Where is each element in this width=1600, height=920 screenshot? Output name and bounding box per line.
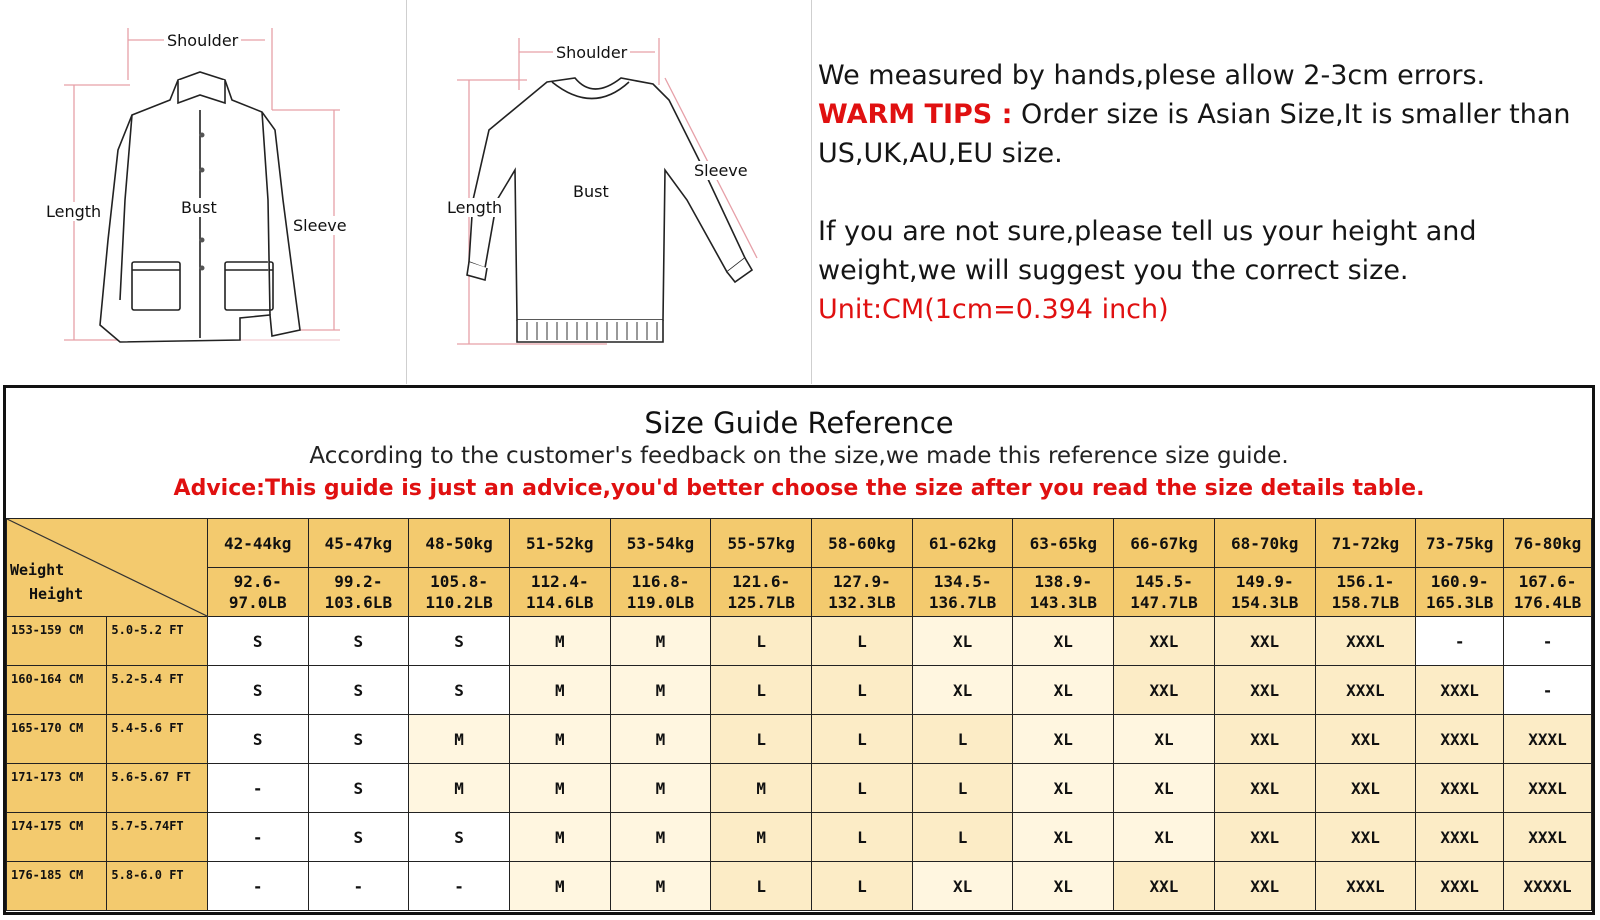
weight-lb-header: 156.1-158.7LB [1315, 568, 1416, 617]
sweater-sleeve-label: Sleeve [694, 161, 748, 180]
weight-lb-header: 127.9-132.3LB [812, 568, 913, 617]
height-ft-label: 5.8-6.0 FT [107, 862, 208, 911]
size-cell: XXXL [1416, 715, 1504, 764]
size-cell: XXXL [1416, 862, 1504, 911]
size-cell: L [912, 764, 1013, 813]
size-cell: XXXL [1315, 617, 1416, 666]
size-cell: L [711, 715, 812, 764]
size-cell: - [409, 862, 510, 911]
sweater-bust-label: Bust [573, 182, 609, 201]
height-cm-label: 171-173 CM [7, 764, 107, 813]
measure-note: We measured by hands,plese allow 2-3cm errors. [818, 60, 1486, 91]
table-row [7, 862, 1592, 911]
size-cell: XXXL [1504, 813, 1592, 862]
size-cell: S [308, 715, 409, 764]
height-cm-label: 165-170 CM [7, 715, 107, 764]
weight-kg-header: 61-62kg [912, 519, 1013, 568]
weight-lb-header: 99.2-103.6LB [308, 568, 409, 617]
size-cell: S [207, 666, 308, 715]
size-cell: L [812, 862, 913, 911]
weight-lb-header: 149.9-154.3LB [1214, 568, 1315, 617]
size-cell: XXL [1315, 813, 1416, 862]
size-cell: XXL [1214, 617, 1315, 666]
size-cell: XXL [1214, 813, 1315, 862]
size-cell: S [207, 617, 308, 666]
jacket-shoulder-label: Shoulder [164, 31, 241, 50]
height-ft-label: 5.2-5.4 FT [107, 666, 208, 715]
weight-lb-header: 105.8-110.2LB [409, 568, 510, 617]
size-cell: XL [1114, 764, 1215, 813]
size-cell: XL [1013, 813, 1114, 862]
size-cell: S [409, 813, 510, 862]
size-cell: - [1504, 666, 1592, 715]
size-cell: M [610, 666, 711, 715]
weight-lb-header: 138.9-143.3LB [1013, 568, 1114, 617]
size-cell: XL [1013, 666, 1114, 715]
weight-lb-header: 112.4-114.6LB [509, 568, 610, 617]
size-cell: - [207, 862, 308, 911]
size-cell: XXXL [1416, 813, 1504, 862]
weight-kg-header: 68-70kg [1214, 519, 1315, 568]
jacket-bust-label: Bust [181, 198, 217, 217]
table-row [7, 715, 1592, 764]
size-cell: XXL [1315, 764, 1416, 813]
size-cell: XXL [1114, 666, 1215, 715]
corner-weight-label: Weight [10, 561, 65, 579]
size-cell: XXXL [1504, 715, 1592, 764]
size-cell: S [409, 666, 510, 715]
size-cell: XXXL [1315, 862, 1416, 911]
size-cell: S [308, 813, 409, 862]
size-cell: XL [912, 617, 1013, 666]
weight-lb-header: 160.9-165.3LB [1416, 568, 1504, 617]
weight-kg-header: 42-44kg [207, 519, 308, 568]
size-cell: M [610, 862, 711, 911]
size-cell: M [509, 617, 610, 666]
size-cell: - [207, 764, 308, 813]
jacket-figure [0, 0, 406, 384]
size-cell: XL [1114, 813, 1215, 862]
size-cell: - [1504, 617, 1592, 666]
size-cell: - [207, 813, 308, 862]
height-ft-label: 5.0-5.2 FT [107, 617, 208, 666]
size-cell: M [409, 715, 510, 764]
size-table [6, 518, 1592, 911]
size-cell: S [207, 715, 308, 764]
weight-lb-header: 167.6-176.4LB [1504, 568, 1592, 617]
size-cell: M [610, 764, 711, 813]
weight-lb-header: 134.5-136.7LB [912, 568, 1013, 617]
size-cell: M [509, 764, 610, 813]
measurement-section [0, 0, 1600, 384]
weight-lb-header: 145.5-147.7LB [1114, 568, 1215, 617]
size-cell: L [912, 813, 1013, 862]
weight-lb-header: 116.8-119.0LB [610, 568, 711, 617]
sweater-figure [407, 0, 811, 384]
size-cell: L [812, 617, 913, 666]
size-cell: L [711, 862, 812, 911]
size-cell: XXL [1214, 764, 1315, 813]
size-cell: S [409, 617, 510, 666]
table-row [7, 813, 1592, 862]
weight-kg-header: 45-47kg [308, 519, 409, 568]
size-guide [3, 385, 1595, 915]
size-cell: XXL [1315, 715, 1416, 764]
weight-lb-header: 92.6-97.0LB [207, 568, 308, 617]
warm-tips-label: WARM TIPS : [818, 99, 1013, 130]
jacket-length-label: Length [46, 202, 102, 221]
sweater-length-label: Length [447, 198, 503, 217]
height-cm-label: 153-159 CM [7, 617, 107, 666]
size-cell: L [812, 666, 913, 715]
size-cell: XXXL [1315, 666, 1416, 715]
weight-kg-header: 53-54kg [610, 519, 711, 568]
size-cell: XL [1013, 862, 1114, 911]
weight-kg-header: 58-60kg [812, 519, 913, 568]
weight-kg-header: 48-50kg [409, 519, 510, 568]
size-cell: L [711, 617, 812, 666]
weight-kg-header: 51-52kg [509, 519, 610, 568]
size-cell: M [610, 813, 711, 862]
height-cm-label: 160-164 CM [7, 666, 107, 715]
height-ft-label: 5.7-5.74FT [107, 813, 208, 862]
size-cell: M [711, 764, 812, 813]
size-cell: XXL [1214, 862, 1315, 911]
height-cm-label: 176-185 CM [7, 862, 107, 911]
warm-tips [818, 95, 1588, 173]
height-cm-label: 174-175 CM [7, 813, 107, 862]
size-cell: XXL [1214, 666, 1315, 715]
sweater-shoulder-label: Shoulder [553, 43, 630, 62]
size-cell: XXL [1214, 715, 1315, 764]
height-ft-label: 5.4-5.6 FT [107, 715, 208, 764]
weight-kg-header: 73-75kg [1416, 519, 1504, 568]
size-guide-advice: Advice:This guide is just an advice,you'd better choose the size after you read the size details table. [173, 476, 1425, 501]
size-cell: - [308, 862, 409, 911]
size-cell: M [610, 715, 711, 764]
size-cell: L [912, 715, 1013, 764]
size-cell: M [509, 666, 610, 715]
size-cell: L [812, 715, 913, 764]
size-cell: M [509, 862, 610, 911]
size-guide-header [6, 388, 1592, 518]
table-row [7, 617, 1592, 666]
size-cell: M [409, 764, 510, 813]
size-cell: S [308, 617, 409, 666]
size-cell: XL [912, 862, 1013, 911]
corner-height-label: Height [29, 585, 84, 603]
size-cell: S [308, 666, 409, 715]
size-cell: XXL [1114, 862, 1215, 911]
size-cell: XL [1013, 617, 1114, 666]
size-guide-subtitle: According to the customer's feedback on the size,we made this reference size guide. [309, 443, 1289, 469]
unit-note: Unit:CM(1cm=0.394 inch) [818, 294, 1169, 325]
size-cell: XXXL [1416, 666, 1504, 715]
table-row [7, 764, 1592, 813]
weight-kg-header: 76-80kg [1504, 519, 1592, 568]
size-cell: XXXL [1504, 764, 1592, 813]
jacket-drawing [0, 0, 406, 384]
warm-tips-text: Order size is Asian Size,It is smaller than US,UK,AU,EU size. [818, 99, 1571, 169]
size-cell: XL [912, 666, 1013, 715]
weight-lb-header: 121.6-125.7LB [711, 568, 812, 617]
height-ft-label: 5.6-5.67 FT [107, 764, 208, 813]
corner-header [7, 519, 208, 617]
size-cell: L [711, 666, 812, 715]
weight-kg-header: 71-72kg [1315, 519, 1416, 568]
size-cell: - [1416, 617, 1504, 666]
size-cell: M [509, 813, 610, 862]
divider [811, 0, 812, 384]
size-cell: M [711, 813, 812, 862]
size-cell: XXXL [1416, 764, 1504, 813]
jacket-sleeve-label: Sleeve [293, 216, 347, 235]
size-cell: XXL [1114, 617, 1215, 666]
size-notes [818, 56, 1588, 329]
size-cell: S [308, 764, 409, 813]
weight-kg-header: 63-65kg [1013, 519, 1114, 568]
weight-kg-header: 66-67kg [1114, 519, 1215, 568]
size-cell: XL [1013, 715, 1114, 764]
size-guide-title: Size Guide Reference [644, 406, 954, 440]
table-row [7, 666, 1592, 715]
size-cell: M [610, 617, 711, 666]
size-cell: XL [1114, 715, 1215, 764]
size-cell: XL [1013, 764, 1114, 813]
size-cell: L [812, 764, 913, 813]
weight-kg-header: 55-57kg [711, 519, 812, 568]
size-cell: M [509, 715, 610, 764]
suggest-note: If you are not sure,please tell us your height and weight,we will suggest you the correct size. [818, 216, 1477, 286]
size-cell: XXXXL [1504, 862, 1592, 911]
size-cell: L [812, 813, 913, 862]
